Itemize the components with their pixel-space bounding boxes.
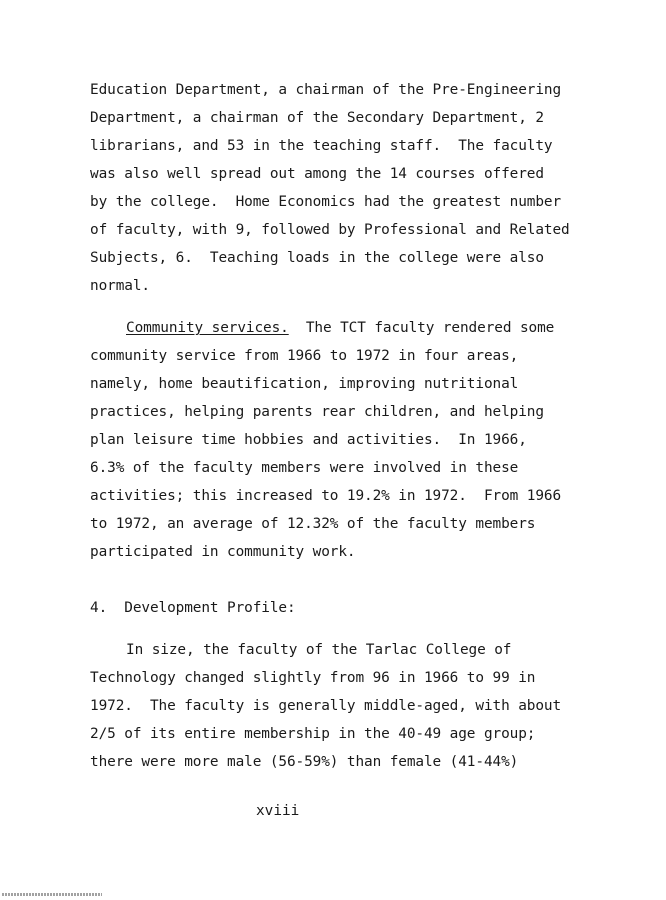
text-line: was also well spread out among the 14 courses offered xyxy=(90,166,544,182)
text-fragment: The TCT faculty rendered some xyxy=(288,320,555,336)
text-line: community service from 1966 to 1972 in four areas, xyxy=(90,348,519,364)
text-line: 2/5 of its entire membership in the 40-49 age group; xyxy=(90,726,536,742)
text-line: Department, a chairman of the Secondary Department, 2 xyxy=(90,110,544,126)
text-line: Subjects, 6. Teaching loads in the college were also xyxy=(90,250,544,266)
text-line: activities; this increased to 19.2% in 1972. From 1966 xyxy=(90,488,562,504)
text-line: 1972. The faculty is generally middle-aged, with about xyxy=(90,698,562,714)
text-line: by the college. Home Economics had the greatest number xyxy=(90,194,562,210)
text-line: participated in community work. xyxy=(90,544,356,560)
archive-stamp xyxy=(2,893,102,896)
text-line: Technology changed slightly from 96 in 1966 to 99 in xyxy=(90,670,536,686)
section-heading: 4. Development Profile: xyxy=(90,600,296,616)
text-line: namely, home beautification, improving nutritional xyxy=(90,376,519,392)
text-line: normal. xyxy=(90,278,150,294)
text-line: Education Department, a chairman of the Pre-Engineering xyxy=(90,82,562,98)
text-line: there were more male (56-59%) than female (41-44%) xyxy=(90,754,519,770)
text-line: In size, the faculty of the Tarlac College of xyxy=(126,642,512,658)
text-line: practices, helping parents rear children, and helping xyxy=(90,404,544,420)
page-number: xviii xyxy=(256,803,300,819)
text-line: to 1972, an average of 12.32% of the faculty members xyxy=(90,516,536,532)
text-line: 6.3% of the faculty members were involved in these xyxy=(90,460,519,476)
text-line: librarians, and 53 in the teaching staff. The faculty xyxy=(90,138,553,154)
community-first-line xyxy=(126,319,554,337)
text-line: plan leisure time hobbies and activities. In 1966, xyxy=(90,432,527,448)
community-services-heading: Community services. xyxy=(126,320,289,336)
text-line: of faculty, with 9, followed by Professional and Related xyxy=(90,222,570,238)
